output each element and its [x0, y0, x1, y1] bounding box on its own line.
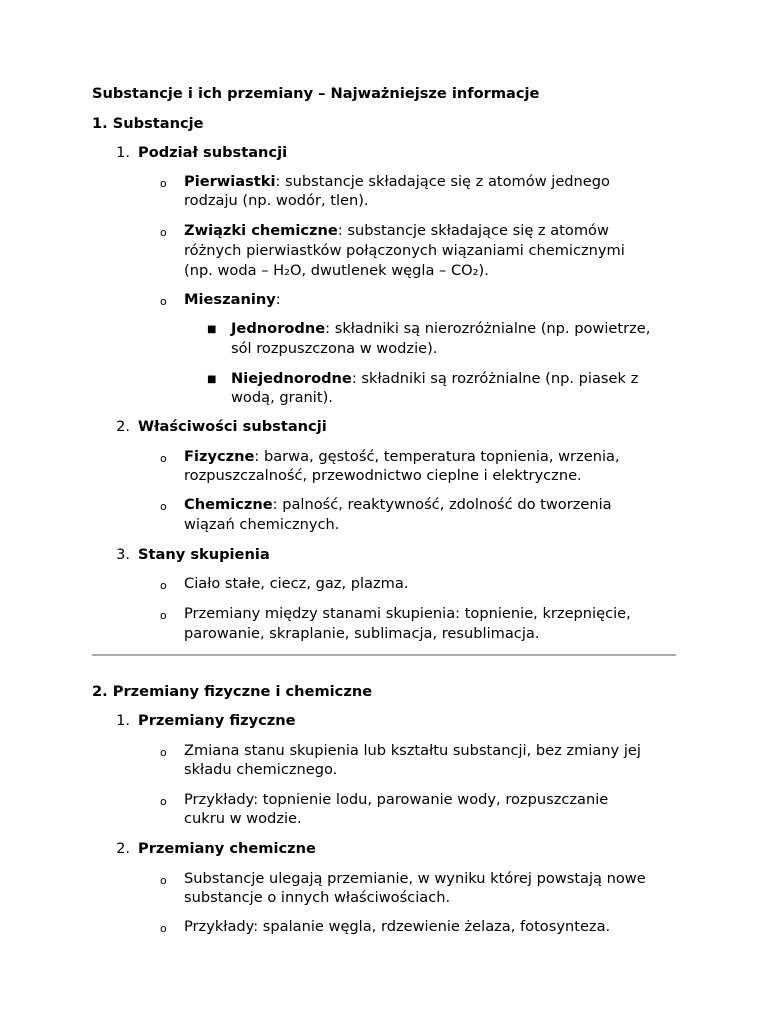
- circle-bullet-icon: o: [160, 874, 167, 887]
- list-item: Przykłady: topnienie lodu, parowanie wody, rozpuszczanie: [184, 791, 609, 808]
- list-number: 1.: [116, 144, 130, 161]
- list-number: 2.: [116, 418, 130, 435]
- list-number: 1.: [116, 712, 130, 729]
- square-bullet-icon: ■: [207, 324, 217, 335]
- list-item-continuation: cukru w wodzie.: [184, 810, 302, 827]
- subsection-title-podzial: Podział substancji: [138, 144, 288, 161]
- list-item: Substancje ulegają przemianie, w wyniku której powstają nowe: [184, 870, 646, 887]
- list-item: Przemiany między stanami skupienia: topnienie, krzepnięcie,: [184, 605, 631, 622]
- circle-bullet-icon: o: [160, 795, 167, 808]
- subsection-title-stany: Stany skupienia: [138, 546, 270, 563]
- list-item: Przykłady: spalanie węgla, rdzewienie żelaza, fotosynteza.: [184, 918, 611, 935]
- list-item: Pierwiastki: substancje składające się z atomów jednego: [184, 173, 610, 190]
- circle-bullet-icon: o: [160, 579, 167, 592]
- list-item-continuation: różnych pierwiastków połączonych wiązaniami chemicznymi: [184, 242, 625, 259]
- list-item: Jednorodne: składniki są nierozróżnialne (np. powietrze,: [231, 320, 651, 337]
- list-number: 2.: [116, 840, 130, 857]
- circle-bullet-icon: o: [160, 746, 167, 759]
- list-item-continuation: (np. woda – H₂O, dwutlenek węgla – CO₂).: [184, 262, 489, 279]
- list-item: Niejednorodne: składniki są rozróżnialne (np. piasek z: [231, 370, 639, 387]
- list-item: Mieszaniny:: [184, 291, 281, 308]
- circle-bullet-icon: o: [160, 452, 167, 465]
- list-item-continuation: sól rozpuszczona w wodzie).: [231, 340, 438, 357]
- list-number: 3.: [116, 546, 130, 563]
- list-item: Chemiczne: palność, reaktywność, zdolność do tworzenia: [184, 496, 612, 513]
- list-item-continuation: substancje o innych właściwościach.: [184, 889, 451, 906]
- square-bullet-icon: ■: [207, 374, 217, 385]
- document-title: Substancje i ich przemiany – Najważniejsze informacje: [92, 85, 540, 102]
- circle-bullet-icon: o: [160, 177, 167, 190]
- list-item-continuation: składu chemicznego.: [184, 761, 338, 778]
- section-heading-przemiany: 2. Przemiany fizyczne i chemiczne: [92, 683, 373, 700]
- list-item-continuation: wiązań chemicznych.: [184, 516, 340, 533]
- subsection-title-fizyczne: Przemiany fizyczne: [138, 712, 296, 729]
- circle-bullet-icon: o: [160, 922, 167, 935]
- circle-bullet-icon: o: [160, 226, 167, 239]
- circle-bullet-icon: o: [160, 609, 167, 622]
- list-item: Związki chemiczne: substancje składające się z atomów: [184, 222, 609, 239]
- list-item-continuation: rozpuszczalność, przewodnictwo cieplne i elektryczne.: [184, 467, 582, 484]
- horizontal-divider: [92, 654, 676, 656]
- list-item-continuation: parowanie, skraplanie, sublimacja, resublimacja.: [184, 625, 540, 642]
- list-item: Fizyczne: barwa, gęstość, temperatura topnienia, wrzenia,: [184, 448, 620, 465]
- subsection-title-wlasciwosci: Właściwości substancji: [138, 418, 327, 435]
- list-item-continuation: rodzaju (np. wodór, tlen).: [184, 192, 369, 209]
- list-item: Ciało stałe, ciecz, gaz, plazma.: [184, 575, 409, 592]
- subsection-title-chemiczne: Przemiany chemiczne: [138, 840, 316, 857]
- section-heading-substancje: 1. Substancje: [92, 115, 204, 132]
- list-item-continuation: wodą, granit).: [231, 389, 333, 406]
- circle-bullet-icon: o: [160, 295, 167, 308]
- list-item: Zmiana stanu skupienia lub kształtu substancji, bez zmiany jej: [184, 742, 641, 759]
- circle-bullet-icon: o: [160, 500, 167, 513]
